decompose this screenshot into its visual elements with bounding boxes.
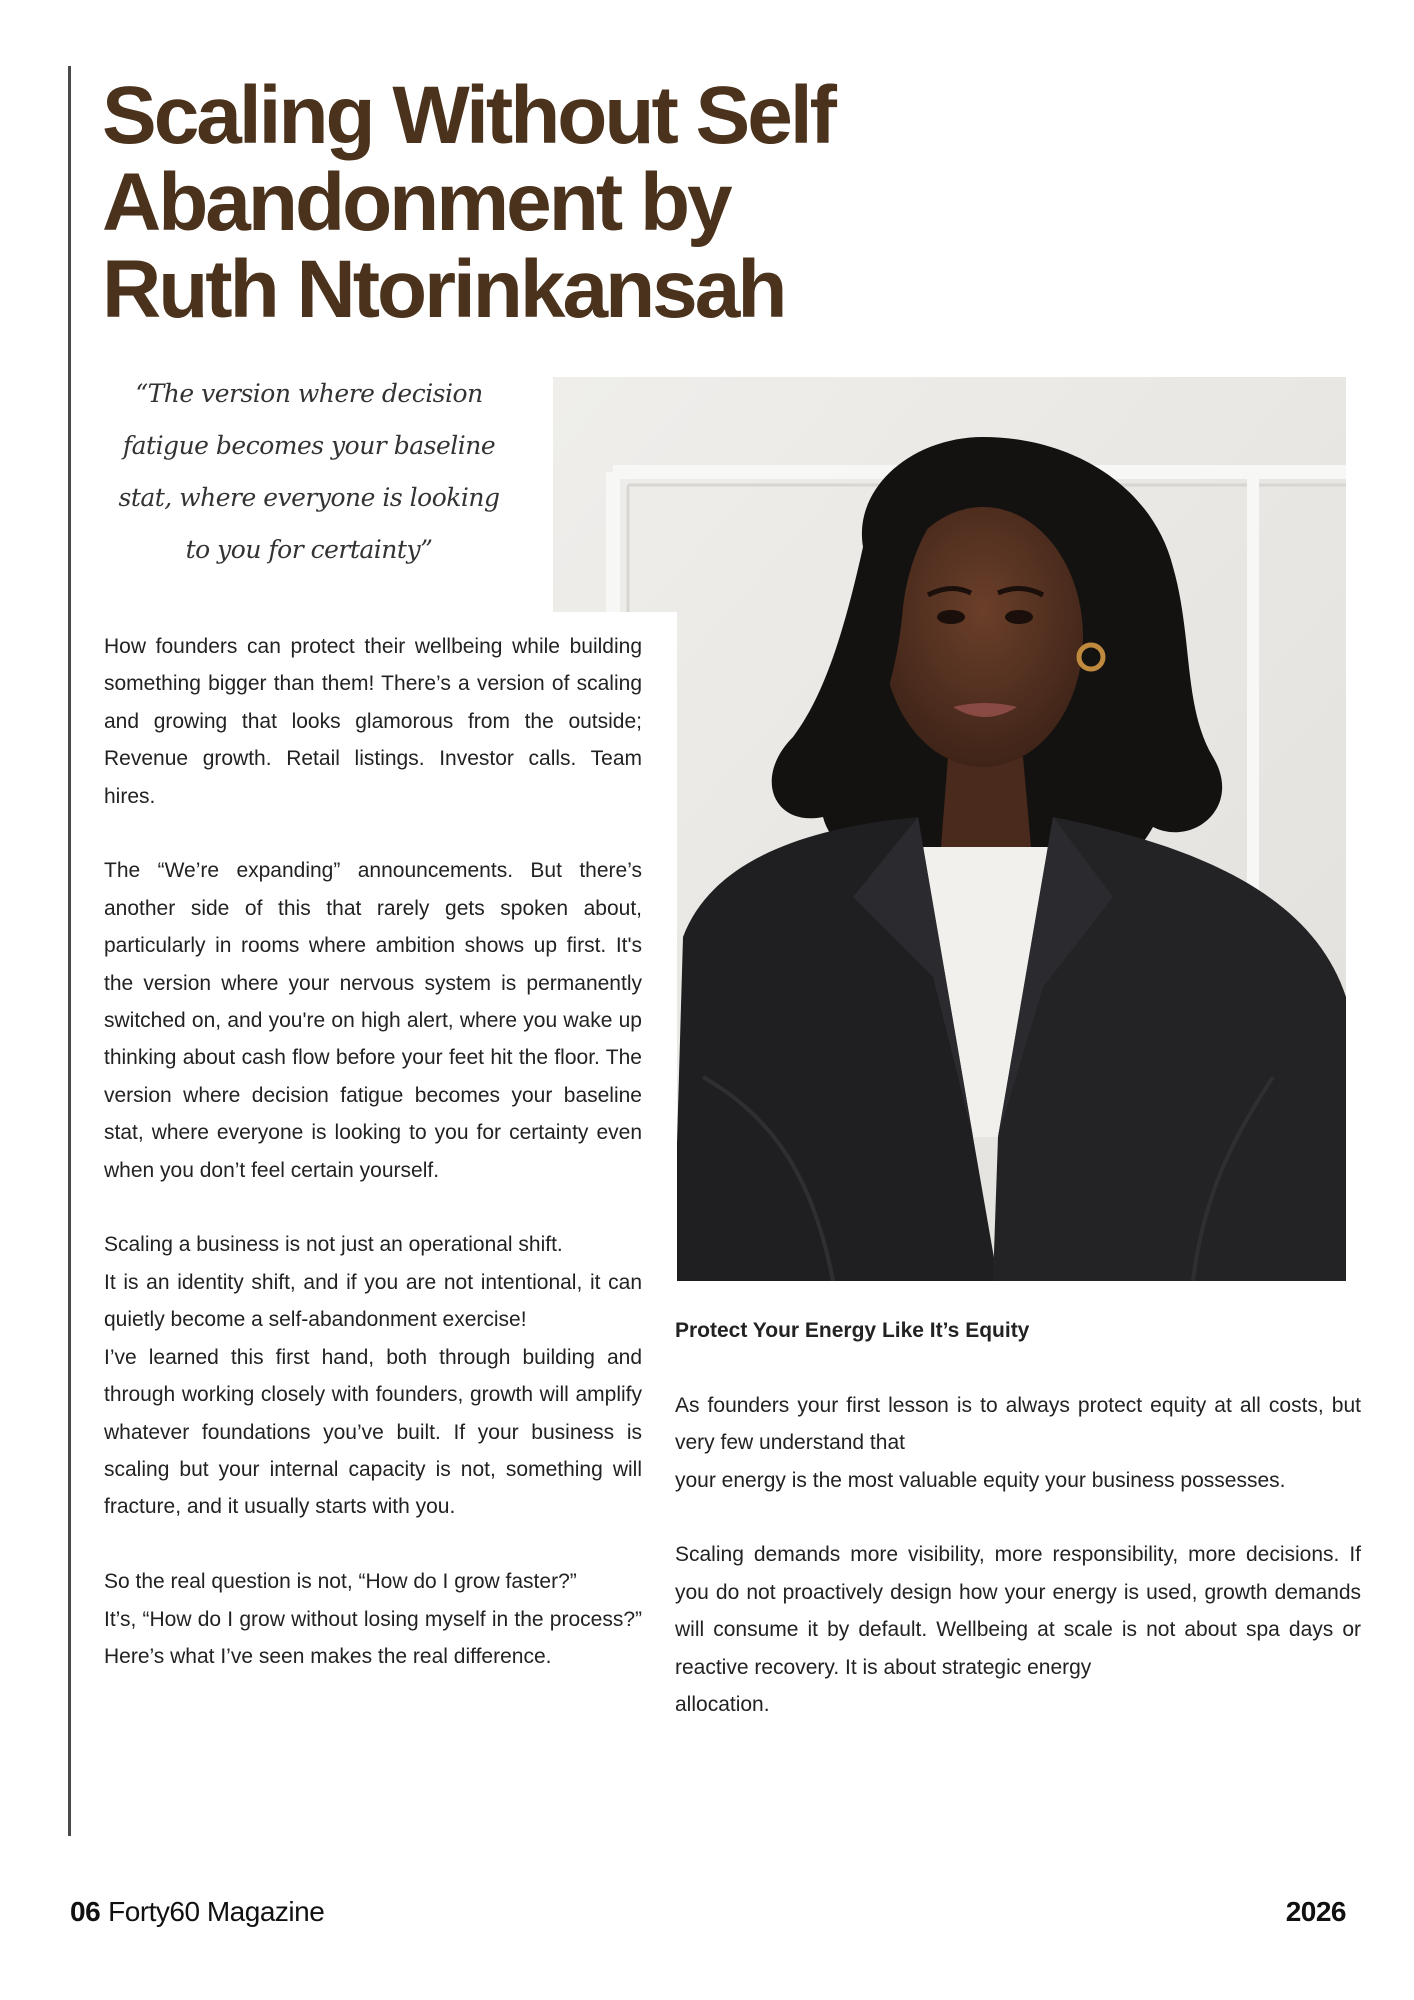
paragraph-protect-equity: As founders your first lesson is to always protect equity at all costs, but very few understand that (675, 1393, 1361, 1455)
paragraph-allocation: allocation. (675, 1693, 770, 1717)
pull-quote: “The version where decision fatigue becomes your baseline stat, where everyone is looking to you for certainty” (118, 379, 500, 564)
paragraph-expanding: The “We’re expanding” announcements. But there’s another side of this that rarely gets spoken about, particularly in rooms where ambition shows up first. It's the version where your nervous system is permanently switched on, and you're on high alert, where you wake up thinking about cash flow before your feet hit the floor. The version where decision fatigue becomes your baseline stat, where everyone is looking to you for certainty even when you don’t feel certain yourself. (104, 859, 642, 1182)
paragraph-real-question: So the real question is not, “How do I grow faster?” (104, 1570, 577, 1594)
page-footer (70, 1896, 1346, 1936)
issue-year: 2026 (1285, 1896, 1346, 1927)
section-heading: Protect Your Energy Like It’s Equity (675, 1319, 1030, 1342)
paragraph-intro: How founders can protect their wellbeing while building something bigger than them! There’s a version of scaling and growing that looks glamorous from the outside; Revenue growth. Retail listings. Investor calls. Team hires. (104, 635, 642, 808)
paragraph-grow-without-losing: It’s, “How do I grow without losing myself in the process?” Here’s what I’ve seen makes the real difference. (104, 1607, 642, 1668)
article-title (102, 72, 1002, 333)
paragraph-identity-shift: It is an identity shift, and if you are not intentional, it can quietly become a self-abandonment exercise! (104, 1270, 642, 1332)
title-line-1: Scaling Without Self (102, 70, 834, 161)
right-column (675, 1312, 1361, 1723)
side-rule (68, 66, 71, 1836)
magazine-name: Forty60 Magazine (108, 1896, 325, 1927)
left-column (104, 628, 642, 1675)
paragraph-scaling-demands: Scaling demands more visibility, more responsibility, more decisions. If you do not proactively design how your energy is used, growth demands will consume it by default. Wellbeing at scale is not about spa days or reactive recovery. It is about strategic energy (675, 1543, 1361, 1679)
paragraph-first-hand: I’ve learned this first hand, both through building and through working closely with founders, growth will amplify whatever foundations you’ve built. If your business is scaling but your internal capacity is not, something will fracture, and it usually starts with you. (104, 1345, 642, 1519)
page-number: 06 (70, 1896, 101, 1927)
paragraph-scaling-shift: Scaling a business is not just an operational shift. (104, 1233, 563, 1257)
title-line-3: Ruth Ntorinkansah (102, 244, 785, 335)
paragraph-energy-equity: your energy is the most valuable equity your business possesses. (675, 1468, 1286, 1492)
title-line-2: Abandonment by (102, 157, 730, 248)
